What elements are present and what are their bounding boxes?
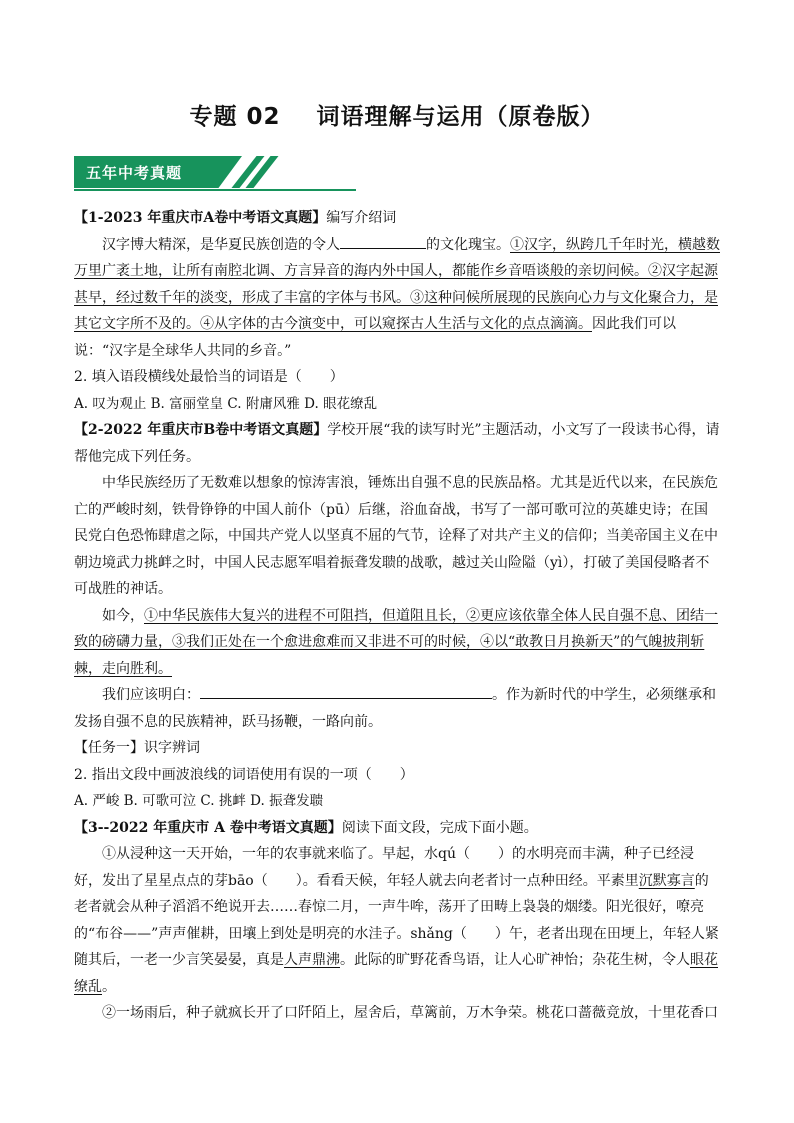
passage-text: 。 (102, 978, 116, 995)
passage-text: 如今， (102, 607, 144, 624)
title-topic-number: 专题 02 (189, 104, 281, 130)
question-2-paragraph-2 (74, 603, 720, 683)
question-3-source: 【3--2022 年重庆市 A 卷中考语文真题】 (74, 819, 342, 836)
passage-text: ①从浸种这一天开始，一年的农事就来临了。早起，水qú（ ）的水明亮而丰满，种子已经浸好，发出了星星点点的芽bāo（ ）。看看天候，年轻人就去向老者讨一点种田经。平素里 (74, 846, 694, 889)
task-heading: 【任务一】识字辨词 (74, 740, 200, 756)
question-2-prompt: 2. 指出文段中画波浪线的词语使用有误的一项（ ） (74, 766, 414, 783)
page-title (0, 98, 794, 131)
passage-text: 的文化瑰宝。 (426, 236, 510, 253)
question-3-paragraph-2: ②一场雨后，种子就疯长开了口阡陌上，屋舍后，草篱前，万木争荣。桃花口蔷薇竞放，十里花香口 (102, 1005, 718, 1021)
title-topic-name: 词语理解与运用（原卷版） (316, 104, 605, 130)
question-2-header (74, 417, 720, 470)
question-2-intro: 学校开展“我的读写时光”主题活动，小文写了一段读书心得，请帮他完成下列任务。 (74, 422, 720, 465)
question-2-source: 【2-2022 年重庆市B卷中考语文真题】 (74, 422, 328, 438)
question-1-source: 【1-2023 年重庆市A卷中考语文真题】 (74, 210, 327, 226)
question-3-paragraph-1 (74, 841, 720, 1000)
passage-text: 因此我们可以说：“汉字是全球华人共同的乡音。” (74, 316, 676, 359)
banner-label: 五年中考真题 (86, 164, 183, 182)
section-banner (74, 156, 356, 192)
question-1-prompt: 2. 填入语段横线处最恰当的词语是（ ） (74, 369, 344, 385)
passage-text: 我们应该明白： (102, 687, 200, 703)
question-1-header (74, 205, 720, 232)
fill-blank (200, 682, 492, 699)
fill-blank (340, 232, 426, 249)
question-2-paragraph-1: 中华民族经历了无数难以想象的惊涛害浪，锤炼出自强不息的民族品格。尤其是近代以来，在民族危亡的严峻时刻，铁骨铮铮的中国人前仆（pū）后继，浴血奋战，书写了一部可歌可泣的英雄史诗；在国民党白色恐怖肆虐之际，中国共产党人以坚真不屈的气节，诠释了对共产主义的信仰；当美帝国主义在中朝边境武力挑衅之时，中国人民志愿军唱着振聋发聩的战歌，越过关山险隘（yì），打破了美国侵略者不可战胜的神话。 (74, 475, 718, 597)
passage-text: 的老者就会从种子滔滔不绝说开去……春惊二月，一声牛哞，荡开了田畴上袅袅的烟缕。阳光很好，嘹亮的“布谷——”声声催耕，田壤上到处是明亮的水洼子。shǎng（ ）午，老者出现在田埂上，年轻人紧随其后，一老一少言笑晏晏，真是 (74, 872, 719, 968)
passage-text: 。作为新时代的中学生，必须继承和发扬自强不息的民族精神，跃马扬鞭，一路向前。 (74, 687, 716, 730)
underlined-word: 沉默寡言 (638, 872, 695, 889)
banner-underline (74, 189, 356, 191)
question-1-passage (74, 232, 720, 365)
underlined-word: 眼花缭乱 (74, 952, 718, 995)
underlined-word: 人声鼎沸 (284, 952, 340, 968)
underlined-passage: ①汉字，纵跨几千年时光，横越数万里广袤土地，让所有南腔北调、方言异音的海内外中国人，都能作乡音唔谈般的亲切问候。②汉字起源甚早，经过数千年的淡变，形成了丰富的字体与书风。③这种问候所展现的民族向心力与文化聚合力，是其它文字所不及的。④从字体的古今演变中，可以窥探古人生活与文化的点点滴滴。 (74, 236, 720, 332)
question-1-options: A. 叹为观止 B. 富丽堂皇 C. 附庸风雅 D. 眼花缭乱 (74, 395, 378, 412)
document-body (74, 205, 720, 1027)
question-1-topic: 编写介绍词 (326, 210, 397, 226)
question-2-options: A. 严峻 B. 可歌可泣 C. 挑衅 D. 振聋发聩 (74, 793, 324, 809)
question-3-header (74, 815, 720, 842)
passage-text: 。此际的旷野花香鸟语，让人心旷神怡；杂花生树，令人 (340, 952, 690, 968)
question-2-paragraph-3 (74, 682, 720, 735)
underlined-passage: ①中华民族伟大复兴的进程不可阻挡，但道阻且长，②更应该依靠全体人民自强不息、团结一致的磅礴力量，③我们正处在一个愈进愈难而又非进不可的时候，④以“敢教日月换新天”的气魄披荆斩棘，走向胜利。 (74, 607, 718, 677)
question-3-intro: 阅读下面文段，完成下面小题。 (341, 819, 538, 836)
passage-text: 汉字博大精深，是华夏民族创造的令人 (102, 236, 340, 253)
